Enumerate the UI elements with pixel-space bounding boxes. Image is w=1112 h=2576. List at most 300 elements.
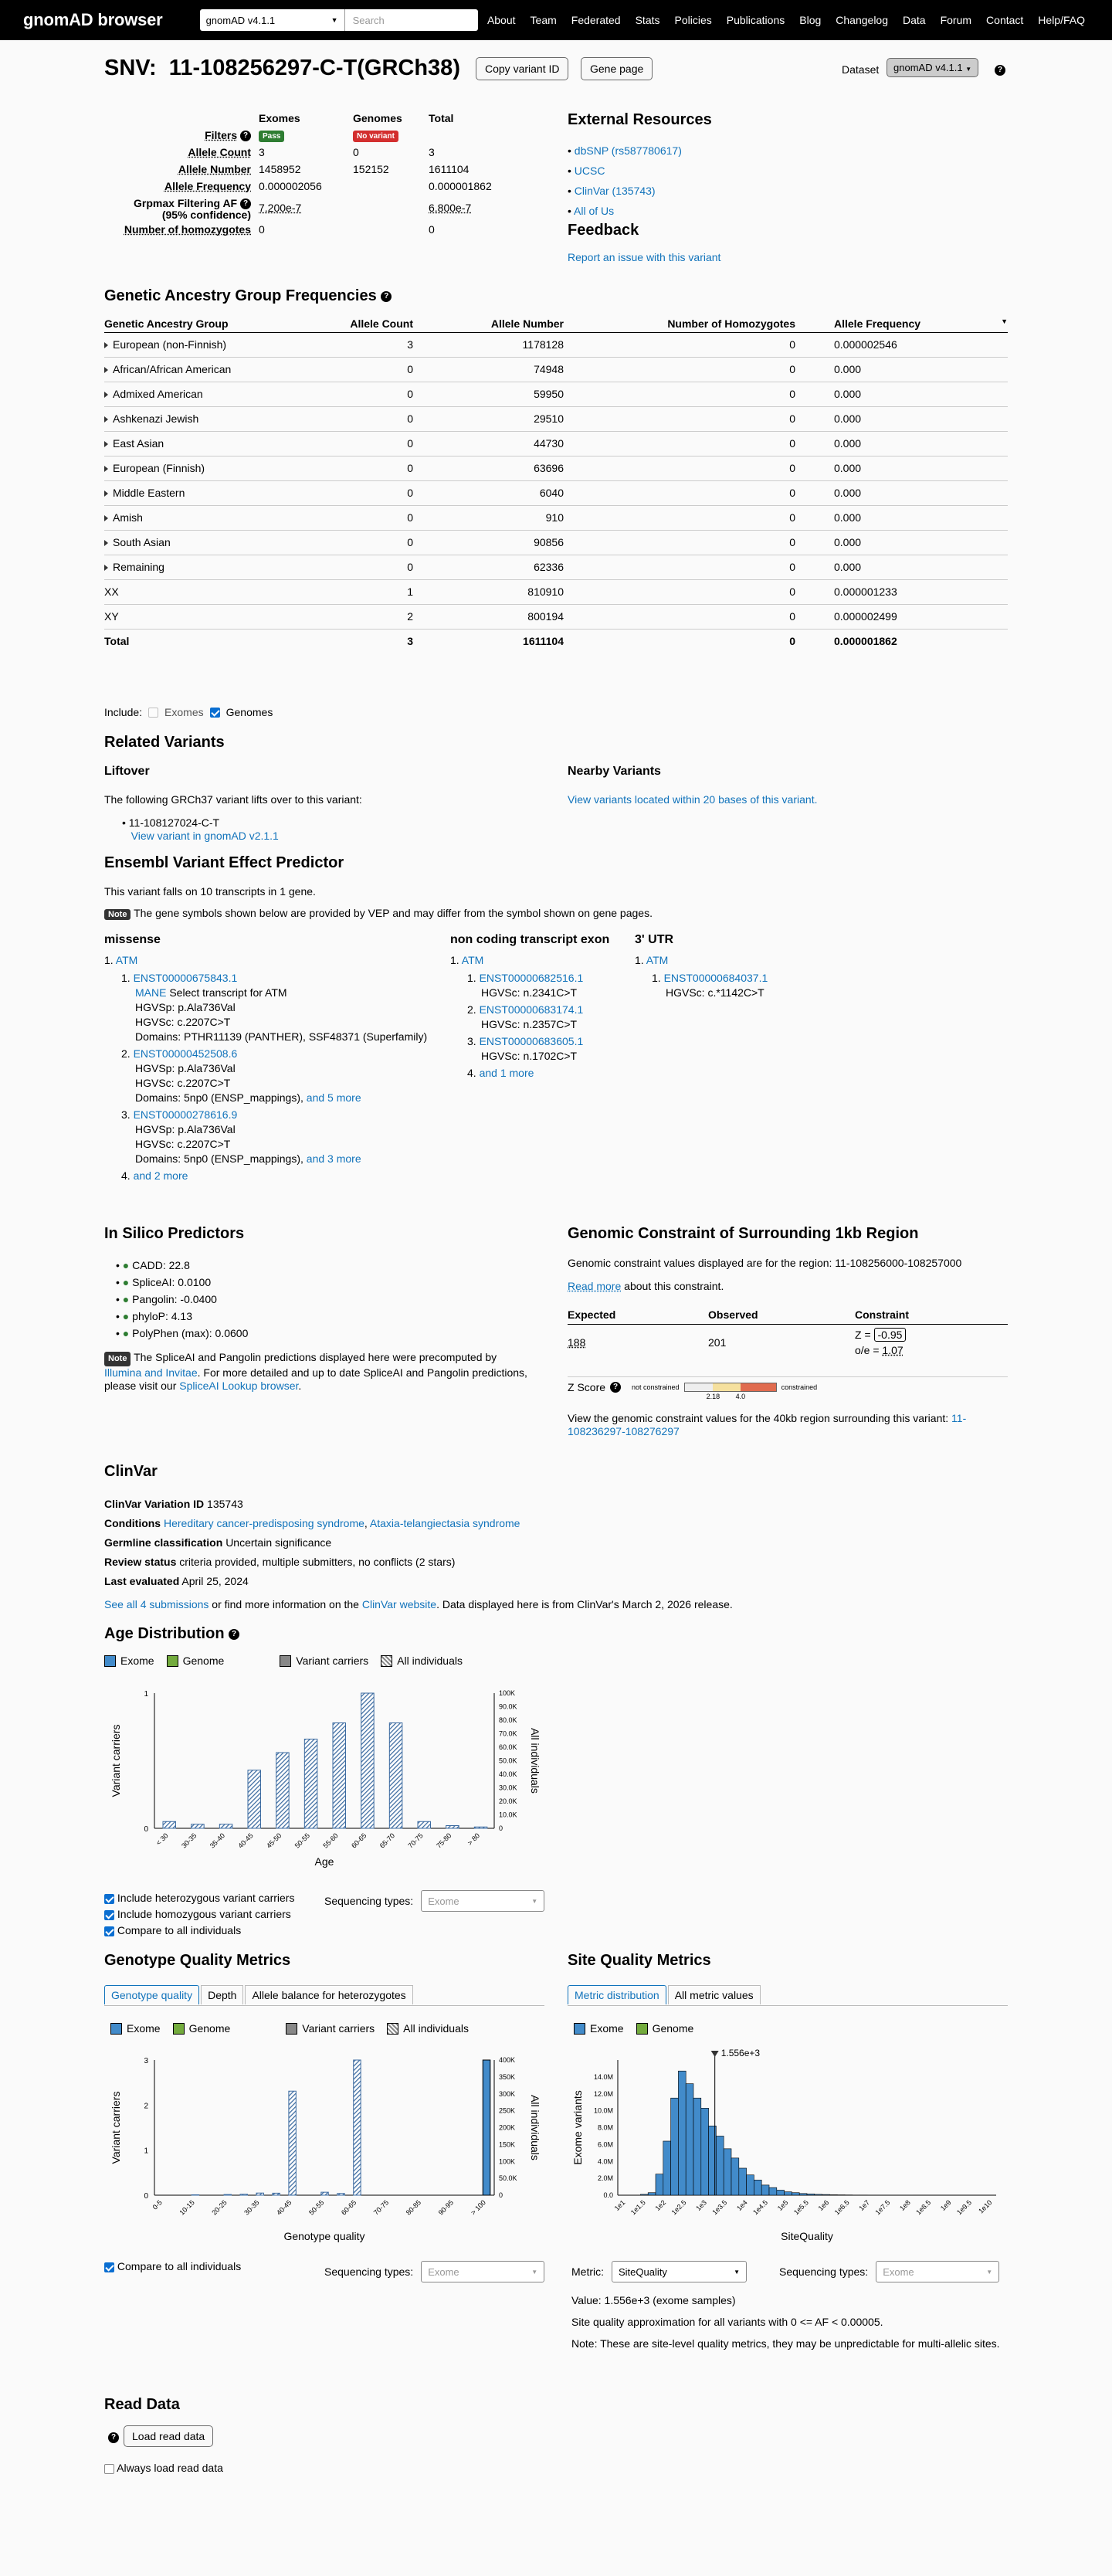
header-frequency[interactable]: Allele Frequency ▼ xyxy=(795,315,1008,332)
header-number[interactable]: Allele Number xyxy=(413,315,564,332)
y-tick-label: 0.0 xyxy=(603,2191,613,2199)
clinvar-details: ClinVar Variation ID 135743 Conditions Hereditary cancer-predisposing syndrome, Ataxia-telangiectasia syndrome Germline classification Uncertain significance Review status criteria provided, multiple submitters, no conflicts (2 stars) Last evaluated April 25, 2024 xyxy=(104,1498,520,1587)
x-tick-label: 1e2 xyxy=(653,2198,668,2213)
gene-link-atm[interactable]: ATM xyxy=(461,954,484,966)
table-row: Ashkenazi Jewish 0 29510 0 0.000 xyxy=(104,406,1008,431)
header-homozygotes[interactable]: Number of Homozygotes xyxy=(564,315,795,332)
insilico-list xyxy=(116,1257,248,1342)
expand-icon[interactable] xyxy=(104,392,108,398)
y-tick-label: 0 xyxy=(144,2192,148,2201)
gene-page-button[interactable]: Gene page xyxy=(581,57,653,80)
liftover-title: Liftover xyxy=(104,765,150,778)
oe-value: 1.07 xyxy=(882,1344,904,1357)
bar xyxy=(799,2194,807,2195)
expand-icon[interactable] xyxy=(104,490,108,497)
nearby-link[interactable]: View variants located within 20 bases of this variant. xyxy=(568,793,818,806)
x-tick-label: 1e1.5 xyxy=(629,2198,647,2217)
help-icon[interactable]: ? xyxy=(108,2432,119,2443)
sq-tabs xyxy=(568,1985,762,2004)
x-tick-label: 50-55 xyxy=(307,2198,326,2217)
gene-link-atm[interactable]: ATM xyxy=(115,954,138,966)
y2-tick-label: 200K xyxy=(499,2123,516,2132)
expand-icon[interactable] xyxy=(104,416,108,423)
all-swatch xyxy=(381,1655,392,1667)
sequencing-select[interactable]: Exome ▼ xyxy=(421,1890,544,1912)
bar-all-individuals xyxy=(289,2091,296,2195)
nav-stats[interactable]: Stats xyxy=(635,14,660,26)
transcript-link[interactable]: ENST00000682516.1 xyxy=(479,972,584,984)
liftover-item: • 11-108127024-C-T View variant in gnomAD v2.1.1 xyxy=(122,816,279,842)
dataset-dropdown[interactable]: gnomAD v4.1.1 ▼ xyxy=(887,58,978,77)
chevron-down-icon: ▼ xyxy=(331,16,338,24)
exomes-checkbox[interactable] xyxy=(148,708,158,718)
y-tick-label: 6.0M xyxy=(597,2140,613,2149)
col-exomes: Exomes xyxy=(259,112,300,124)
table-row: Middle Eastern 0 6040 0 0.000 xyxy=(104,480,1008,505)
list-item: • ● phyloP: 4.13 xyxy=(116,1310,192,1322)
sequencing-select[interactable]: Exome ▼ xyxy=(876,2261,999,2282)
x-tick-label: 1e2.5 xyxy=(670,2198,688,2217)
x-tick-label: 60-65 xyxy=(350,1831,368,1850)
region-link[interactable]: 11-108236297-108276297 xyxy=(568,1412,967,1437)
tab-depth[interactable]: Depth xyxy=(201,1985,243,2004)
nav-changelog[interactable]: Changelog xyxy=(836,14,889,26)
x-tick-label: 55-60 xyxy=(321,1831,340,1850)
col-total: Total xyxy=(429,112,454,124)
y-tick-label: 3 xyxy=(144,2057,148,2065)
y2-tick-label: 30.0K xyxy=(499,1784,517,1792)
x-tick-label: 1e9 xyxy=(938,2198,953,2213)
bar xyxy=(829,2194,837,2195)
site-quality-chart xyxy=(568,2041,1015,2249)
illumina-link[interactable]: Illumina and Invitae xyxy=(104,1366,198,1379)
row-allele-frequency: Allele Frequency 0.000002056 0.000001862 xyxy=(164,180,492,192)
frequency-table xyxy=(104,110,521,238)
x-tick-label: 20-25 xyxy=(210,2198,229,2217)
y2-axis-label: All individuals xyxy=(529,1728,541,1794)
help-icon[interactable]: ? xyxy=(995,65,1005,76)
constraint-title: Genomic Constraint of Surrounding 1kb Region xyxy=(568,1225,919,1242)
y-axis-label: Variant carriers xyxy=(110,2091,122,2164)
missense-title: missense xyxy=(104,933,161,946)
bar xyxy=(389,1723,402,1829)
x-tick-label: 1e7.5 xyxy=(873,2198,892,2217)
help-icon[interactable]: ? xyxy=(610,1382,621,1393)
condition-link[interactable]: Ataxia-telangiectasia syndrome xyxy=(369,1517,520,1529)
help-icon[interactable]: ? xyxy=(240,199,251,209)
clinvar-title: ClinVar xyxy=(104,1463,158,1480)
x-tick-label: 1e10 xyxy=(977,2198,994,2215)
clinvar-link[interactable]: • ClinVar (135743) xyxy=(568,185,656,197)
table-row: East Asian 0 44730 0 0.000 xyxy=(104,431,1008,456)
x-tick-label: 40-45 xyxy=(275,2198,293,2217)
bar xyxy=(701,2108,709,2195)
bar xyxy=(785,2192,792,2195)
y2-tick-label: 80.0K xyxy=(499,1716,517,1724)
metric-select[interactable]: SiteQuality ▼ xyxy=(612,2261,747,2282)
utr-title: 3' UTR xyxy=(635,933,674,946)
constraint-text: Genomic constraint values displayed are for the region: 11-108256000-108257000 xyxy=(568,1257,962,1269)
y-tick-label: 1 xyxy=(144,2147,148,2156)
help-icon[interactable]: ? xyxy=(240,131,251,141)
x-tick-label: 80-85 xyxy=(404,2198,423,2217)
observed-value: 201 xyxy=(708,1336,727,1349)
bar xyxy=(671,2098,679,2195)
help-icon[interactable]: ? xyxy=(381,291,392,302)
bar xyxy=(483,2060,490,2195)
more-transcripts-link[interactable]: and 2 more xyxy=(133,1169,188,1182)
transcript-link[interactable]: ENST00000684037.1 xyxy=(663,972,768,984)
x-tick-label: 1e9.5 xyxy=(955,2198,974,2217)
chevron-down-icon: ▼ xyxy=(531,2268,538,2276)
bar xyxy=(219,1824,232,1828)
x-tick-label: 1e4.5 xyxy=(751,2198,770,2217)
compare-checkbox[interactable] xyxy=(104,2262,114,2272)
read-more-link[interactable]: Read more xyxy=(568,1280,622,1292)
y2-tick-label: 10.0K xyxy=(499,1811,517,1819)
nav-data[interactable]: Data xyxy=(903,14,926,26)
y2-tick-label: 350K xyxy=(499,2072,516,2081)
genome-swatch xyxy=(167,1655,178,1667)
bar-all-individuals xyxy=(337,2194,344,2195)
x-tick-label: 1e4 xyxy=(735,2198,749,2213)
metric-approx: Site quality approximation for all variants with 0 <= AF < 0.00005. xyxy=(571,2316,883,2328)
vep-title: Ensembl Variant Effect Predictor xyxy=(104,854,344,871)
bar xyxy=(777,2190,785,2195)
help-icon[interactable]: ? xyxy=(229,1629,239,1640)
condition-link[interactable]: Hereditary cancer-predisposing syndrome xyxy=(164,1517,364,1529)
sq-legend: Exome Genome xyxy=(574,2022,693,2035)
table-row: Remaining 0 62336 0 0.000 xyxy=(104,555,1008,579)
sq-title: Site Quality Metrics xyxy=(568,1952,711,1969)
age-legend: Exome Genome Variant carriers All individuals xyxy=(104,1655,463,1667)
clinvar-website-link[interactable]: ClinVar website xyxy=(361,1598,437,1610)
bar xyxy=(678,2071,686,2195)
x-tick-label: 30-35 xyxy=(242,2198,261,2217)
constraint-table: Expected Observed Constraint 188 201 Z = -0.95 o/e = 1.07 xyxy=(568,1305,1008,1361)
bar xyxy=(822,2194,830,2195)
bar xyxy=(716,2136,724,2195)
expand-icon[interactable] xyxy=(104,342,108,348)
expand-icon[interactable] xyxy=(104,515,108,521)
bar-all-individuals xyxy=(354,2060,361,2195)
age-seq-types: Sequencing types: Exome ▼ xyxy=(324,1890,544,1912)
transcript-link[interactable]: ENST00000683174.1 xyxy=(479,1003,584,1016)
metric-note: Note: These are site-level quality metrics, they may be unpredictable for multi-allelic sites. xyxy=(571,2337,1000,2350)
nav-team[interactable]: Team xyxy=(530,14,557,26)
filters-label: Filters xyxy=(205,128,238,141)
sequencing-select[interactable]: Exome ▼ xyxy=(421,2261,544,2282)
x-tick-label: 1e6.5 xyxy=(832,2198,851,2217)
metric-select-row: Metric: SiteQuality ▼ Sequencing types: Exome ▼ xyxy=(571,2261,999,2282)
x-tick-label: 1e7 xyxy=(857,2198,872,2213)
chevron-down-icon: ▼ xyxy=(986,2268,993,2276)
gq-legend: Exome Genome Variant carriers All individuals xyxy=(110,2022,469,2035)
top-bar xyxy=(0,0,1112,40)
spliceai-lookup-link[interactable]: SpliceAI Lookup browser xyxy=(179,1380,299,1392)
y2-tick-label: 100K xyxy=(499,1689,516,1697)
hom-checkbox[interactable] xyxy=(104,1910,114,1920)
bar xyxy=(663,2141,671,2195)
table-row: European (Finnish) 0 63696 0 0.000 xyxy=(104,456,1008,480)
expand-icon[interactable] xyxy=(104,441,108,447)
divider xyxy=(568,1376,1008,1377)
table-row: African/African American 0 74948 0 0.000 xyxy=(104,357,1008,382)
list-item: • ● CADD: 22.8 xyxy=(116,1259,190,1271)
x-tick-label: 1e3 xyxy=(694,2198,708,2213)
more-domains-link[interactable]: and 5 more xyxy=(306,1091,361,1104)
y-tick-label: 4.0M xyxy=(597,2157,613,2166)
y2-tick-label: 60.0K xyxy=(499,1743,517,1751)
row-grpmax: Grpmax Filtering AF ? (95% confidence) 7.200e-7 6.800e-7 xyxy=(134,197,472,222)
ancestry-table xyxy=(104,315,1008,653)
pass-badge: Pass xyxy=(259,131,284,142)
bar xyxy=(656,2174,663,2195)
row-homozygotes: Number of homozygotes 0 0 xyxy=(124,223,435,236)
y-tick-label: 1 xyxy=(144,1690,148,1699)
bar xyxy=(754,2180,761,2195)
table-row: Amish 0 910 0 0.000 xyxy=(104,505,1008,530)
bar xyxy=(769,2187,777,2195)
expand-icon[interactable] xyxy=(104,540,108,546)
header-count[interactable]: Allele Count xyxy=(297,315,413,332)
noncoding-list: 1. ATM 1. ENST00000682516.1 HGVSc: n.2341C>T 2. ENST00000683174.1 HGVSc: n.2357C>T 3. ENST00000683605.1 HGVSc: n.1702C>T 4. and 1 more xyxy=(450,954,584,1079)
expand-icon[interactable] xyxy=(104,466,108,472)
row-allele-count: Allele Count 3 0 3 xyxy=(188,146,435,158)
transcript-link[interactable]: ENST00000452508.6 xyxy=(133,1047,238,1060)
bar xyxy=(686,2084,693,2195)
nav-forum[interactable]: Forum xyxy=(940,14,972,26)
gq-seq-types: Sequencing types: Exome ▼ xyxy=(324,2261,544,2282)
exome-swatch xyxy=(104,1655,116,1667)
expand-icon[interactable] xyxy=(104,367,108,373)
no-variant-badge: No variant xyxy=(353,131,398,142)
y2-tick-label: 250K xyxy=(499,2106,516,2115)
gq-title: Genotype Quality Metrics xyxy=(104,1952,291,1969)
zscore-bar: 2.18 4.0 xyxy=(684,1383,777,1392)
bar-all-individuals xyxy=(321,2192,328,2195)
tab-all-metric-values[interactable]: All metric values xyxy=(668,1985,761,2004)
insilico-title: In Silico Predictors xyxy=(104,1225,245,1242)
row-allele-number: Allele Number 1458952 152152 1611104 xyxy=(178,163,470,175)
include-options: Include: Exomes Genomes xyxy=(104,706,273,718)
main-nav xyxy=(487,14,1085,26)
y2-axis-label: All individuals xyxy=(529,2095,541,2160)
het-checkbox[interactable] xyxy=(104,1894,114,1904)
y2-tick-label: 400K xyxy=(499,2056,516,2064)
view-40kb-text: View the genomic constraint values for the 40kb region surrounding this variant: 11-108236297-108276297 xyxy=(568,1412,967,1437)
header-group[interactable]: Genetic Ancestry Group xyxy=(104,315,297,332)
missense-list: 1. ATM 1. ENST00000675843.1 MANE Select transcript for ATM HGVSp: p.Ala736Val HGVSc: c.2207C>T Domains: PTHR11139 (PANTHER), SSF48371 (Superfamily) 2. ENST00000452508.6 HGVSp: p.Ala736Val HGVSc: c.2207C>T Domains: 5np0 (ENSP_mappings), and 5 more 3. ENST00000278616.9 HGVSp: p.Ala736Val HGVSc: c.2207C>T Domains: 5np0 (ENSP_mappings), and 3 more 4. and 2 more xyxy=(104,954,428,1182)
table-row: XY 2 800194 0 0.000002499 xyxy=(104,604,1008,629)
page-title: SNV: 11-108256297-C-T(GRCh38) xyxy=(104,56,460,80)
x-tick-label: 1e5.5 xyxy=(792,2198,810,2217)
x-tick-label: 45-50 xyxy=(265,1831,283,1850)
y2-tick-label: 150K xyxy=(499,2140,516,2149)
x-tick-label: 1e6 xyxy=(816,2198,831,2213)
x-tick-label: < 30 xyxy=(154,1831,170,1847)
nav-federated[interactable]: Federated xyxy=(571,14,621,26)
tab-allele-balance[interactable]: Allele balance for heterozygotes xyxy=(245,1985,412,2004)
more-domains-link[interactable]: and 3 more xyxy=(306,1152,361,1165)
dataset-select[interactable]: gnomAD v4.1.1 ▼ xyxy=(200,9,345,31)
nav-contact[interactable]: Contact xyxy=(986,14,1024,26)
bar xyxy=(192,1824,205,1828)
table-row: South Asian 0 90856 0 0.000 xyxy=(104,530,1008,555)
logo[interactable]: gnomAD browser xyxy=(23,10,163,29)
nav-about[interactable]: About xyxy=(486,14,516,26)
y2-tick-label: 50.0K xyxy=(499,1756,517,1765)
list-item: • ● SpliceAI: 0.0100 xyxy=(116,1276,212,1288)
nav-help[interactable]: Help/FAQ xyxy=(1038,14,1085,26)
y-tick-label: 2.0M xyxy=(597,2174,613,2183)
expected-value: 188 xyxy=(568,1336,586,1349)
age-distribution-chart xyxy=(104,1678,552,1879)
tab-genotype-quality[interactable]: Genotype quality xyxy=(104,1985,199,2004)
nearby-title: Nearby Variants xyxy=(568,765,661,778)
x-tick-label: 1e8 xyxy=(898,2198,912,2213)
bar xyxy=(815,2194,822,2195)
y-tick-label: 10.0M xyxy=(593,2106,613,2115)
marker-arrow-icon xyxy=(711,2051,719,2057)
utr-list: 1. ATM 1. ENST00000684037.1 HGVSc: c.*1142C>T xyxy=(635,954,768,999)
load-read-data-button[interactable]: Load read data xyxy=(124,2425,213,2447)
y2-tick-label: 100K xyxy=(499,2157,516,2166)
bar xyxy=(304,1739,317,1829)
see-submissions-link[interactable]: See all 4 submissions xyxy=(104,1598,209,1610)
bar xyxy=(474,1827,487,1828)
y-axis-label: Exome variants xyxy=(571,2090,584,2165)
always-load-checkbox[interactable] xyxy=(104,2464,114,2474)
ancestry-title: Genetic Ancestry Group Frequencies ? xyxy=(104,287,392,305)
table-row: European (non-Finnish) 3 1178128 0 0.000002546 xyxy=(104,332,1008,357)
gq-compare: Compare to all individuals xyxy=(104,2260,241,2272)
compare-checkbox[interactable] xyxy=(104,1926,114,1936)
dataset-label: Dataset xyxy=(842,63,880,76)
copy-variant-button[interactable]: Copy variant ID xyxy=(476,57,568,80)
transcript-link[interactable]: ENST00000278616.9 xyxy=(133,1108,238,1121)
tab-metric-distribution[interactable]: Metric distribution xyxy=(568,1985,666,2004)
bar xyxy=(807,2194,815,2195)
external-links xyxy=(568,142,682,222)
gq-tabs xyxy=(104,1985,415,2004)
bar xyxy=(648,2193,656,2195)
x-axis-label: Genotype quality xyxy=(283,2230,365,2242)
x-tick-label: 30-35 xyxy=(180,1831,198,1850)
y-axis-label: Variant carriers xyxy=(110,1724,122,1797)
transcript-link[interactable]: ENST00000683605.1 xyxy=(479,1035,584,1047)
nav-blog[interactable]: Blog xyxy=(799,14,822,26)
y-tick-label: 12.0M xyxy=(593,2089,613,2098)
external-resources-title: External Resources xyxy=(568,111,712,128)
y-tick-label: 0 xyxy=(144,1825,148,1834)
x-tick-label: 60-65 xyxy=(339,2198,358,2217)
bar xyxy=(446,1826,459,1829)
dbsnp-link[interactable]: • dbSNP (rs587780617) xyxy=(568,144,682,157)
mane-link[interactable]: MANE xyxy=(135,986,167,999)
nav-publications[interactable]: Publications xyxy=(726,14,785,26)
x-axis-label: SiteQuality xyxy=(781,2230,833,2242)
x-tick-label: 75-80 xyxy=(435,1831,453,1850)
bar-all-individuals xyxy=(240,2194,247,2195)
x-tick-label: 1e8.5 xyxy=(914,2198,933,2217)
bar-all-individuals xyxy=(256,2193,263,2195)
y-tick-label: 8.0M xyxy=(597,2123,613,2132)
y2-tick-label: 50.0K xyxy=(499,2174,517,2183)
sort-icon: ▼ xyxy=(1001,317,1008,325)
bar xyxy=(333,1723,346,1829)
x-tick-label: 1e5 xyxy=(775,2198,790,2213)
y2-tick-label: 40.0K xyxy=(499,1770,517,1778)
x-tick-label: 1e3.5 xyxy=(710,2198,729,2217)
x-tick-label: 1e1 xyxy=(612,2198,627,2213)
search-input[interactable]: Search xyxy=(345,9,478,31)
liftover-text: The following GRCh37 variant lifts over to this variant: xyxy=(104,793,362,806)
x-tick-label: 50-55 xyxy=(293,1831,312,1850)
bar-all-individuals xyxy=(192,2194,198,2195)
gene-link-atm[interactable]: ATM xyxy=(646,954,669,966)
vep-note: Note The gene symbols shown below are provided by VEP and may differ from the symbol shown on gene pages. xyxy=(104,907,653,920)
x-tick-label: 10-15 xyxy=(178,2198,196,2217)
more-transcripts-link[interactable]: and 1 more xyxy=(479,1067,534,1079)
ucsc-link[interactable]: • UCSC xyxy=(568,165,605,177)
list-item: • ● PolyPhen (max): 0.0600 xyxy=(116,1327,249,1339)
y-tick-label: 14.0M xyxy=(593,2072,613,2081)
bar xyxy=(361,1693,375,1828)
bar-all-individuals xyxy=(273,2193,280,2195)
carriers-swatch xyxy=(280,1655,291,1667)
vep-intro: This variant falls on 10 transcripts in 1 gene. xyxy=(104,885,316,898)
transcript-link[interactable]: ENST00000675843.1 xyxy=(133,972,238,984)
noncoding-title: non coding transcript exon xyxy=(450,933,610,946)
bar xyxy=(724,2149,731,2195)
bar-all-individuals xyxy=(224,2194,231,2195)
bar xyxy=(163,1821,176,1828)
view-v2-link[interactable]: View variant in gnomAD v2.1.1 xyxy=(131,830,279,842)
x-tick-label: 70-75 xyxy=(406,1831,425,1850)
x-tick-label: > 100 xyxy=(469,2198,487,2217)
table-row: XX 1 810910 0 0.000001233 xyxy=(104,579,1008,604)
bar xyxy=(276,1753,290,1828)
x-tick-label: > 80 xyxy=(466,1831,482,1847)
chevron-down-icon: ▼ xyxy=(734,2268,740,2276)
nav-policies[interactable]: Policies xyxy=(674,14,712,26)
report-issue-link[interactable]: Report an issue with this variant xyxy=(568,251,721,263)
always-load-option: Always load read data xyxy=(104,2462,223,2474)
x-tick-label: 0-5 xyxy=(151,2198,164,2211)
bar xyxy=(640,2194,648,2195)
allofus-link[interactable]: • All of Us xyxy=(568,205,615,217)
chevron-down-icon: ▼ xyxy=(965,66,972,73)
age-title: Age Distribution ? xyxy=(104,1625,239,1643)
x-tick-label: 70-75 xyxy=(371,2198,391,2217)
table-row: Admixed American 0 59950 0 0.000 xyxy=(104,382,1008,406)
expand-icon[interactable] xyxy=(104,565,108,571)
genomes-checkbox[interactable] xyxy=(210,708,220,718)
y2-tick-label: 20.0K xyxy=(499,1797,517,1805)
insilico-note: Note The SpliceAI and Pangolin predictions displayed here were precomputed by Illumina and Invitae. For more detailed and up to date SpliceAI and Pangolin predictions, please visit our SpliceAI Lookup browser. xyxy=(104,1351,527,1392)
bar xyxy=(761,2185,769,2195)
table-row-total: Total 3 1611104 0 0.000001862 xyxy=(104,629,1008,653)
age-options: Include heterozygous variant carriers Include homozygous variant carriers Compare to all individuals xyxy=(104,1890,294,1939)
y2-tick-label: 300K xyxy=(499,2089,516,2098)
col-genomes: Genomes xyxy=(353,112,402,124)
bar xyxy=(792,2193,799,2195)
marker-label: 1.556e+3 xyxy=(720,2048,761,2058)
chevron-down-icon: ▼ xyxy=(531,1897,538,1905)
x-axis-label: Age xyxy=(314,1855,334,1868)
y2-tick-label: 90.0K xyxy=(499,1702,517,1711)
